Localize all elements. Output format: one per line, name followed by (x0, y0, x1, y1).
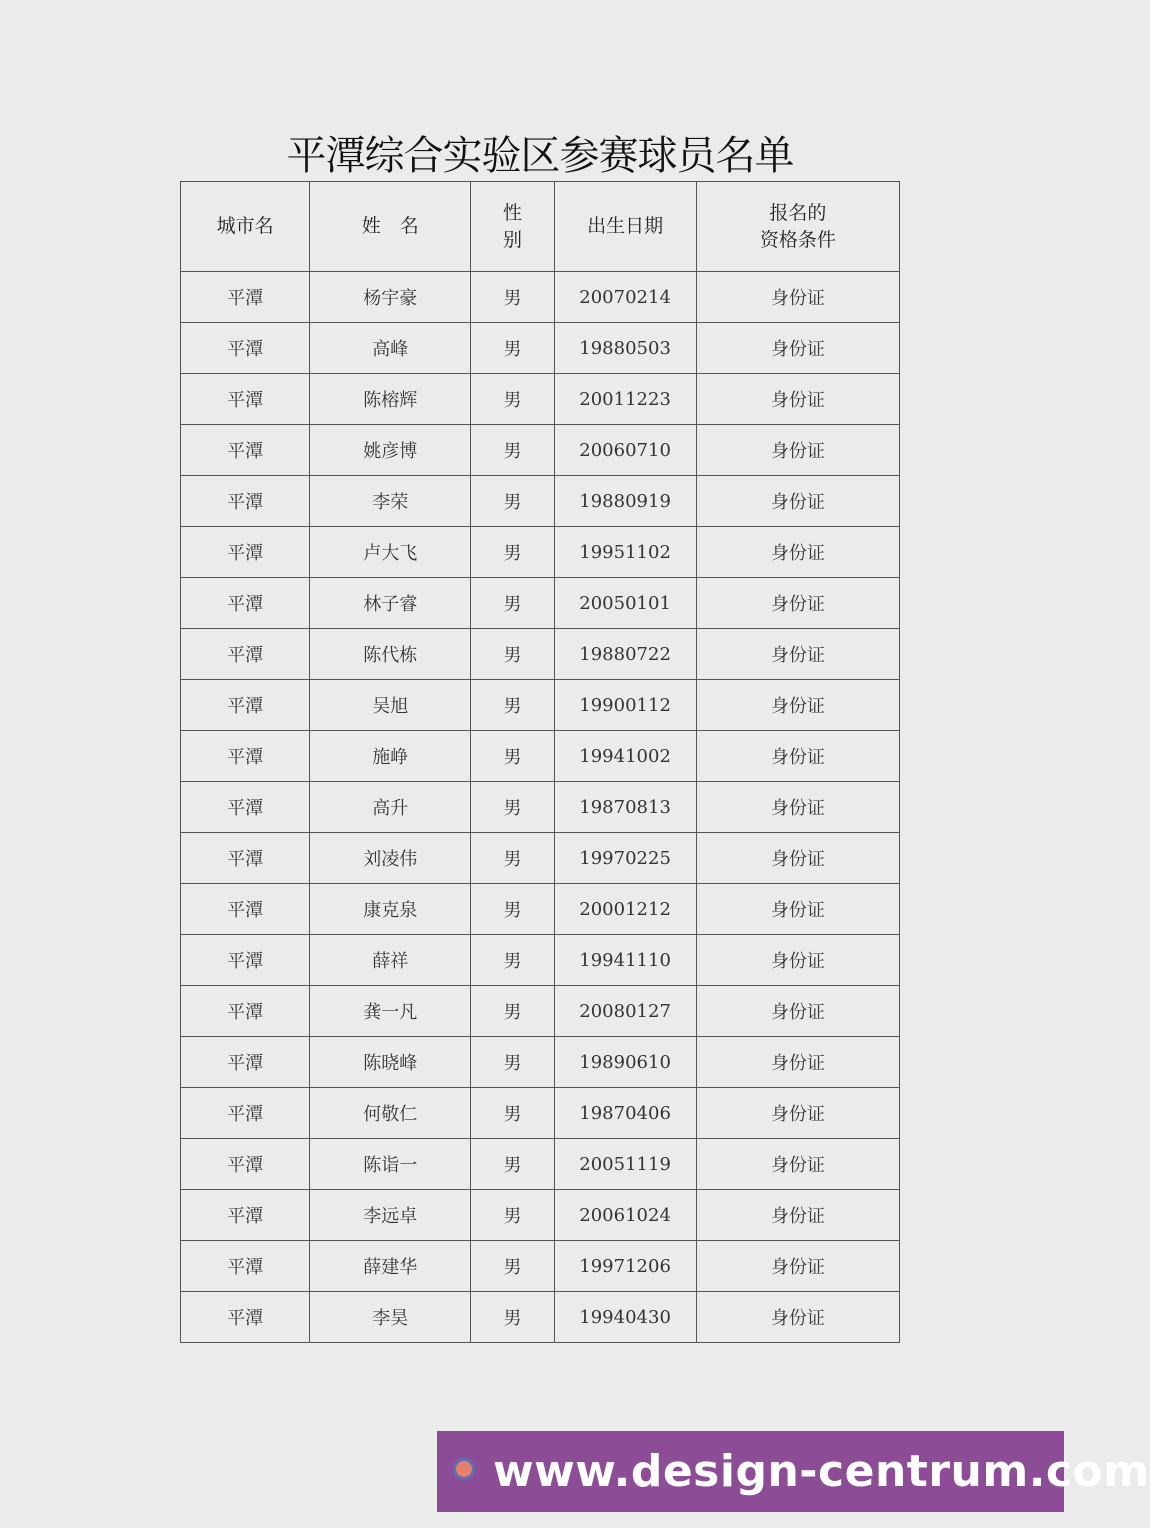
cell-birthdate: 20060710 (554, 425, 696, 476)
cell-qualification: 身份证 (696, 578, 899, 629)
table-row (181, 527, 900, 578)
cell-birthdate: 19880722 (554, 629, 696, 680)
cell-birthdate: 19870813 (554, 782, 696, 833)
cell-sex: 男 (471, 629, 554, 680)
cell-sex: 男 (471, 323, 554, 374)
header-qualification (696, 182, 899, 272)
cell-name: 姚彦博 (310, 425, 471, 476)
header-sex (471, 182, 554, 272)
cell-qualification: 身份证 (696, 1190, 899, 1241)
watermark-banner (437, 1431, 1150, 1512)
cell-qualification: 身份证 (696, 272, 899, 323)
cell-name: 薛建华 (310, 1241, 471, 1292)
cell-birthdate: 20050101 (554, 578, 696, 629)
cell-birthdate: 20001212 (554, 884, 696, 935)
cell-birthdate: 20061024 (554, 1190, 696, 1241)
cell-city: 平潭 (181, 1139, 310, 1190)
cell-city: 平潭 (181, 782, 310, 833)
cell-city: 平潭 (181, 425, 310, 476)
cell-qualification: 身份证 (696, 323, 899, 374)
cell-name: 刘凌伟 (310, 833, 471, 884)
table-row (181, 935, 900, 986)
table-row (181, 833, 900, 884)
cell-sex: 男 (471, 578, 554, 629)
cell-sex: 男 (471, 1292, 554, 1343)
cell-sex: 男 (471, 1190, 554, 1241)
cell-city: 平潭 (181, 476, 310, 527)
cell-city: 平潭 (181, 1241, 310, 1292)
cell-name: 杨宇豪 (310, 272, 471, 323)
cell-name: 何敬仁 (310, 1088, 471, 1139)
cell-name: 薛祥 (310, 935, 471, 986)
table-row (181, 629, 900, 680)
table-row (181, 782, 900, 833)
header-sex-line1: 性 (502, 201, 522, 224)
header-name: 姓 名 (310, 182, 471, 272)
cell-birthdate: 19970225 (554, 833, 696, 884)
cell-qualification: 身份证 (696, 1088, 899, 1139)
header-qualification-line2: 资格条件 (759, 228, 836, 251)
cell-name: 李远卓 (310, 1190, 471, 1241)
header-qualification-line1: 报名的 (769, 201, 827, 224)
table-row (181, 731, 900, 782)
cell-qualification: 身份证 (696, 935, 899, 986)
cell-name: 李荣 (310, 476, 471, 527)
cell-name: 陈诣一 (310, 1139, 471, 1190)
cell-city: 平潭 (181, 527, 310, 578)
cell-name: 高升 (310, 782, 471, 833)
cell-qualification: 身份证 (696, 731, 899, 782)
cell-birthdate: 20011223 (554, 374, 696, 425)
cell-city: 平潭 (181, 986, 310, 1037)
cell-sex: 男 (471, 782, 554, 833)
cell-sex: 男 (471, 272, 554, 323)
cell-birthdate: 20070214 (554, 272, 696, 323)
cell-birthdate: 19941110 (554, 935, 696, 986)
table-row (181, 1037, 900, 1088)
cell-qualification: 身份证 (696, 476, 899, 527)
cell-name: 高峰 (310, 323, 471, 374)
watermark-dot-icon (456, 1461, 472, 1477)
cell-sex: 男 (471, 476, 554, 527)
cell-city: 平潭 (181, 272, 310, 323)
cell-qualification: 身份证 (696, 527, 899, 578)
cell-birthdate: 19941002 (554, 731, 696, 782)
cell-sex: 男 (471, 680, 554, 731)
cell-name: 陈榕辉 (310, 374, 471, 425)
cell-birthdate: 19880503 (554, 323, 696, 374)
cell-city: 平潭 (181, 833, 310, 884)
cell-city: 平潭 (181, 629, 310, 680)
table-row (181, 323, 900, 374)
cell-city: 平潭 (181, 731, 310, 782)
watermark-text: www.design-centrum.com (493, 1446, 1150, 1497)
cell-birthdate: 19870406 (554, 1088, 696, 1139)
cell-name: 龚一凡 (310, 986, 471, 1037)
cell-qualification: 身份证 (696, 629, 899, 680)
cell-sex: 男 (471, 986, 554, 1037)
cell-birthdate: 20051119 (554, 1139, 696, 1190)
table-body (181, 272, 900, 1343)
cell-qualification: 身份证 (696, 1292, 899, 1343)
header-city: 城市名 (181, 182, 310, 272)
table-row (181, 272, 900, 323)
cell-qualification: 身份证 (696, 833, 899, 884)
cell-qualification: 身份证 (696, 782, 899, 833)
cell-name: 李昊 (310, 1292, 471, 1343)
cell-birthdate: 19940430 (554, 1292, 696, 1343)
table-header-row (181, 182, 900, 272)
table-row (181, 884, 900, 935)
cell-birthdate: 19971206 (554, 1241, 696, 1292)
cell-qualification: 身份证 (696, 1241, 899, 1292)
cell-city: 平潭 (181, 935, 310, 986)
table-row (181, 476, 900, 527)
cell-qualification: 身份证 (696, 1139, 899, 1190)
cell-birthdate: 19951102 (554, 527, 696, 578)
table-row (181, 1190, 900, 1241)
cell-qualification: 身份证 (696, 986, 899, 1037)
cell-city: 平潭 (181, 578, 310, 629)
table-row (181, 1241, 900, 1292)
cell-sex: 男 (471, 527, 554, 578)
cell-sex: 男 (471, 425, 554, 476)
table-row (181, 374, 900, 425)
cell-sex: 男 (471, 731, 554, 782)
table-row (181, 1139, 900, 1190)
cell-city: 平潭 (181, 884, 310, 935)
cell-qualification: 身份证 (696, 884, 899, 935)
cell-sex: 男 (471, 374, 554, 425)
cell-city: 平潭 (181, 374, 310, 425)
cell-city: 平潭 (181, 1088, 310, 1139)
header-sex-line2: 别 (502, 228, 522, 251)
page-title: 平潭综合实验区参赛球员名单 (286, 133, 794, 179)
cell-city: 平潭 (181, 1037, 310, 1088)
cell-name: 陈代栋 (310, 629, 471, 680)
cell-birthdate: 19900112 (554, 680, 696, 731)
table-row (181, 986, 900, 1037)
cell-sex: 男 (471, 884, 554, 935)
cell-city: 平潭 (181, 1292, 310, 1343)
cell-sex: 男 (471, 1037, 554, 1088)
cell-city: 平潭 (181, 1190, 310, 1241)
table-row (181, 425, 900, 476)
cell-name: 卢大飞 (310, 527, 471, 578)
cell-city: 平潭 (181, 323, 310, 374)
cell-sex: 男 (471, 1088, 554, 1139)
cell-birthdate: 20080127 (554, 986, 696, 1037)
cell-birthdate: 19880919 (554, 476, 696, 527)
cell-sex: 男 (471, 935, 554, 986)
table-row (181, 680, 900, 731)
cell-name: 康克泉 (310, 884, 471, 935)
cell-sex: 男 (471, 1139, 554, 1190)
cell-name: 陈晓峰 (310, 1037, 471, 1088)
cell-birthdate: 19890610 (554, 1037, 696, 1088)
cell-sex: 男 (471, 1241, 554, 1292)
cell-qualification: 身份证 (696, 680, 899, 731)
table-row (181, 1292, 900, 1343)
player-roster-table (180, 181, 900, 1343)
cell-name: 吴旭 (310, 680, 471, 731)
cell-qualification: 身份证 (696, 425, 899, 476)
cell-city: 平潭 (181, 680, 310, 731)
table-row (181, 1088, 900, 1139)
cell-name: 林子睿 (310, 578, 471, 629)
header-birthdate: 出生日期 (554, 182, 696, 272)
table-row (181, 578, 900, 629)
cell-qualification: 身份证 (696, 1037, 899, 1088)
cell-sex: 男 (471, 833, 554, 884)
cell-qualification: 身份证 (696, 374, 899, 425)
cell-name: 施峥 (310, 731, 471, 782)
